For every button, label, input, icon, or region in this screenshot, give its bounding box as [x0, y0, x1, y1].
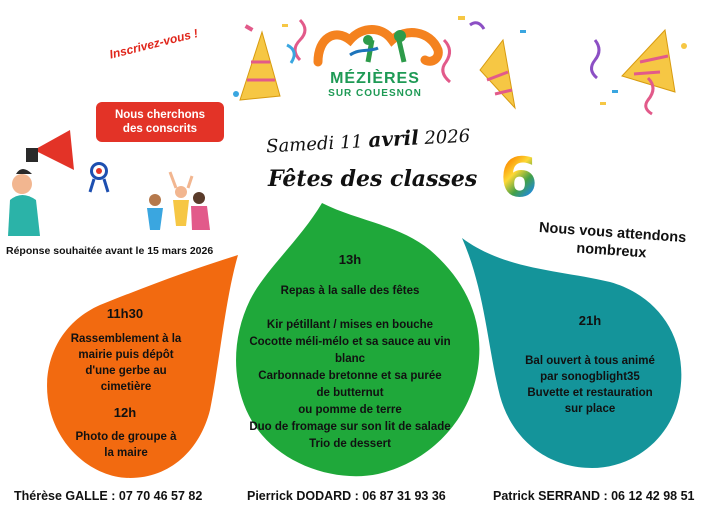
banner-line-1: Nous cherchons	[114, 109, 206, 121]
lunch-time: 13h	[338, 252, 362, 267]
morning-text-1-line: mairie puis dépôt	[78, 349, 174, 361]
contact-dodard: Pierrick DODARD : 06 87 31 93 36	[247, 489, 446, 503]
date-prefix: Samedi 11	[265, 130, 370, 158]
morning-text-2-line: la maire	[104, 447, 148, 459]
morning-text-2-line: Photo de groupe à	[75, 431, 177, 443]
lunch-menu	[238, 317, 462, 453]
morning-text-1-line: cimetière	[100, 381, 152, 393]
evening-text-line: sur place	[564, 403, 616, 415]
logo-subtitle: SUR COUESNON	[328, 88, 422, 99]
morning-text-1-line: d'une gerbe au	[85, 365, 167, 377]
welcome-line-2: nombreux	[575, 240, 647, 262]
welcome-line-1: Nous vous attendons	[538, 219, 687, 247]
menu-item: Duo de fromage sur son lit de salade	[249, 421, 451, 433]
evening-time: 21h	[578, 313, 602, 328]
menu-item: Carbonnade bretonne et sa purée	[258, 370, 442, 382]
morning-time-2: 12h	[113, 405, 137, 420]
evening-text	[516, 353, 664, 417]
morning-text-2	[60, 429, 192, 461]
logo-name: MÉZIÈRES	[330, 70, 420, 87]
contact-serrand: Patrick SERRAND : 06 12 42 98 51	[493, 489, 695, 503]
confetti-icon	[233, 16, 687, 114]
conscrits-banner	[96, 102, 224, 142]
date-month: avril	[367, 125, 420, 152]
megaphone-icon	[8, 130, 74, 236]
contact-galle: Thérèse GALLE : 07 70 46 57 82	[14, 489, 203, 503]
menu-item: Kir pétillant / mises en bouche	[266, 319, 434, 331]
evening-text-line: par sonogblight35	[540, 371, 640, 383]
morning-text-1-line: Rassemblement à la	[70, 333, 182, 345]
date-year: 2026	[418, 125, 471, 150]
morning-time-1: 11h30	[106, 306, 144, 321]
menu-item: Trio de dessert	[309, 438, 391, 450]
banner-line-2: des conscrits	[122, 123, 198, 135]
morning-text-1	[60, 331, 192, 395]
rosette-icon	[90, 162, 108, 192]
menu-item: Cocotte méli-mélo et sa sauce au vin blanc	[249, 336, 451, 365]
response-deadline: Réponse souhaitée avant le 15 mars 2026	[6, 245, 214, 257]
celebrating-people-icon	[147, 172, 210, 230]
party-popper-icon	[480, 40, 515, 108]
evening-text-line: Buvette et restauration	[527, 387, 653, 399]
evening-text-line: Bal ouvert à tous animé	[525, 355, 655, 367]
event-title: Fêtes des classes	[268, 166, 478, 192]
menu-item: ou pomme de terre	[298, 404, 402, 416]
party-popper-icon	[622, 30, 675, 92]
lunch-title: Repas à la salle des fêtes	[280, 285, 420, 297]
party-popper-icon	[240, 32, 280, 100]
menu-item: de butternut	[316, 387, 384, 399]
logo-mark-icon	[318, 30, 438, 63]
signup-call-to-action: Inscrivez-vous !	[108, 26, 200, 62]
class-digit: 6	[500, 146, 538, 209]
